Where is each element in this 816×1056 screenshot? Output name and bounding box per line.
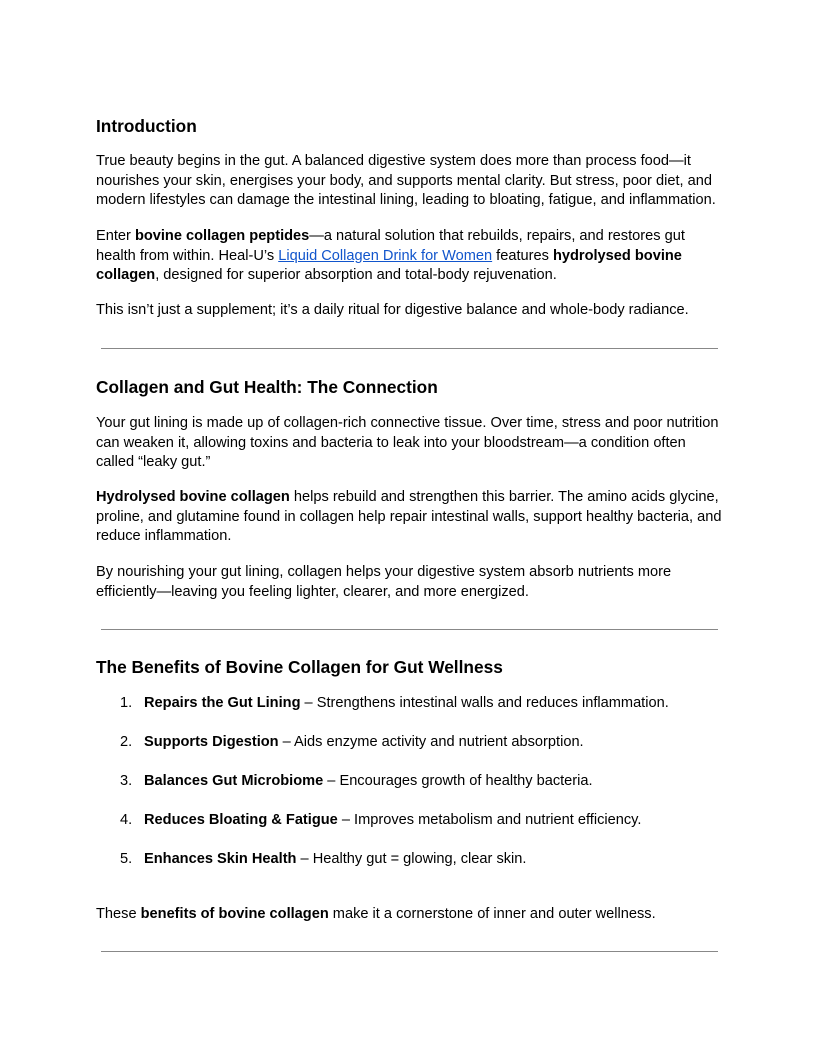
text: , designed for superior absorption and total-body rejuvenation. (155, 267, 557, 284)
list-item-title: Repairs the Gut Lining (144, 695, 301, 711)
benefits-closing (96, 905, 726, 925)
list-number: 2. (120, 734, 133, 750)
intro-paragraph-2 (96, 227, 726, 286)
intro-paragraph-1: True beauty begins in the gut. A balanced digestive system does more than process food—it nourishes your skin, energises your body, and supports mental clarity. But stress, poor diet, and modern lifestyles can damage the intestinal lining, leading to bloating, fatigue, and inflammation. (96, 153, 716, 209)
list-item-text: – Improves metabolism and nutrient efficiency. (337, 812, 642, 828)
text: helps rebuild and strengthen this barrier. The amino acids glycine, proline, and glutamine found in collagen help repair intestinal walls, support healthy bacteria, and reduce inflammation. (96, 489, 722, 545)
product-link[interactable]: Liquid Collagen Drink for Women (278, 247, 493, 264)
text: Enter (96, 228, 135, 244)
list-item (120, 772, 593, 791)
bold-text: hydrolysed bovine collagen (96, 247, 682, 284)
bold-text: bovine collagen peptides (134, 228, 310, 244)
bold-text: benefits of bovine collagen (140, 906, 329, 922)
text: make it a cornerstone of inner and outer wellness. (328, 906, 656, 922)
list-item (120, 850, 526, 869)
text: —a natural solution that rebuilds, repairs, and restores gut health from within. Heal-U’s (96, 228, 685, 264)
list-number: 3. (120, 773, 133, 789)
heading-introduction: Introduction (96, 116, 197, 136)
bold-text: Hydrolysed bovine collagen (96, 489, 290, 505)
connection-paragraph-2 (96, 488, 726, 547)
list-number: 4. (120, 812, 133, 828)
list-item (120, 811, 641, 830)
list-item-text: – Encourages growth of healthy bacteria. (323, 773, 593, 789)
list-item-text: – Strengthens intestinal walls and reduces inflammation. (300, 695, 669, 711)
intro-paragraph-3: This isn’t just a supplement; it’s a daily ritual for digestive balance and whole-body radiance. (96, 302, 689, 318)
list-item-title: Reduces Bloating & Fatigue (144, 812, 338, 828)
text: These (96, 906, 141, 922)
list-number: 5. (120, 851, 133, 867)
connection-paragraph-1: Your gut lining is made up of collagen-rich connective tissue. Over time, stress and poor nutrition can weaken it, allowing toxins and bacteria to leak into your bloodstream—a condition often called “leaky gut.” (96, 415, 719, 471)
list-item (120, 733, 584, 752)
heading-benefits: The Benefits of Bovine Collagen for Gut Wellness (96, 657, 503, 677)
list-item-title: Enhances Skin Health (144, 851, 297, 867)
list-item-title: Balances Gut Microbiome (144, 773, 324, 789)
list-item-title: Supports Digestion (144, 734, 279, 750)
list-item-text: – Aids enzyme activity and nutrient absorption. (278, 734, 584, 750)
text: features (492, 247, 553, 264)
connection-paragraph-3: By nourishing your gut lining, collagen helps your digestive system absorb nutrients more efficiently—leaving you feeling lighter, clearer, and more energized. (96, 564, 672, 600)
list-item (120, 694, 669, 713)
horizontal-divider (101, 629, 718, 630)
list-number: 1. (120, 695, 133, 711)
horizontal-divider (101, 951, 718, 952)
horizontal-divider (101, 348, 718, 349)
list-item-text: – Healthy gut = glowing, clear skin. (296, 851, 527, 867)
heading-connection: Collagen and Gut Health: The Connection (96, 377, 438, 397)
